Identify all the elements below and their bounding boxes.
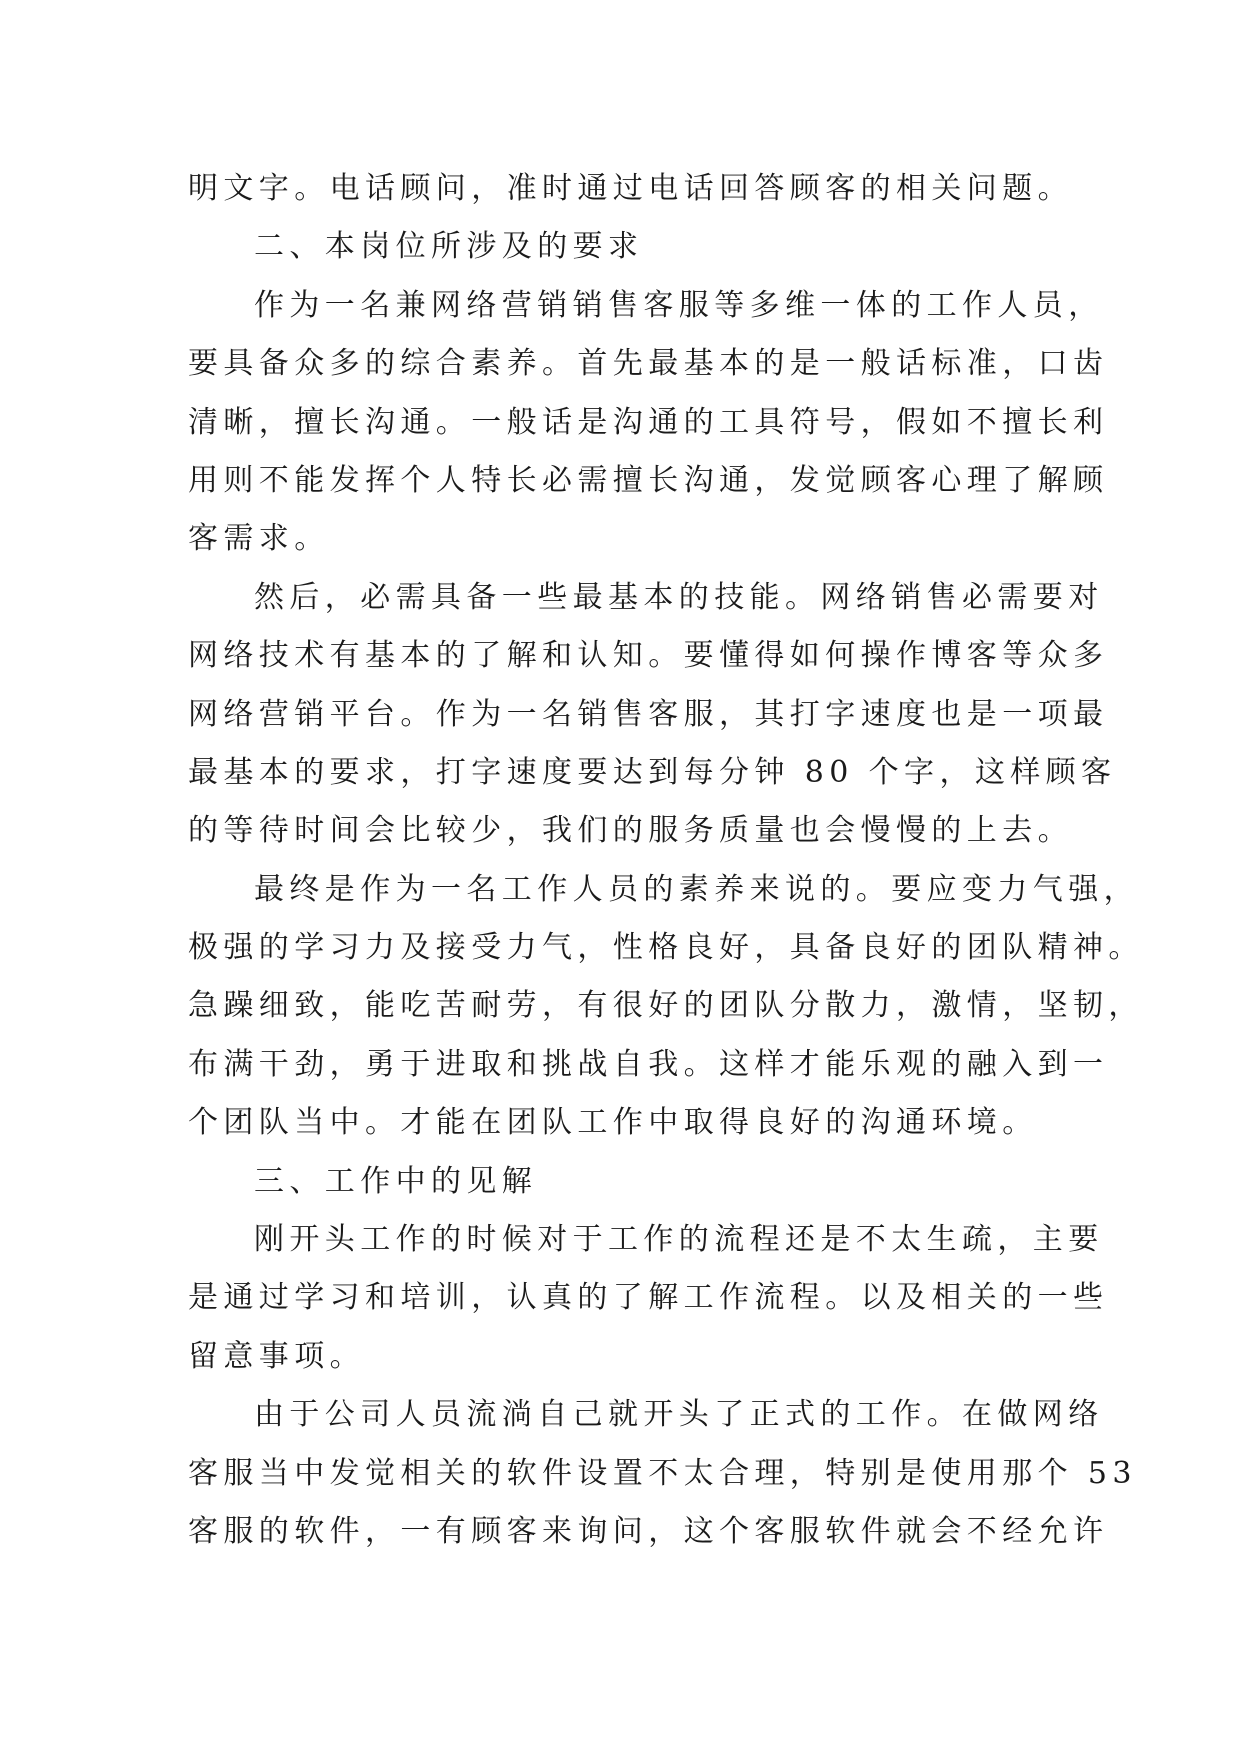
text-line: 清晰，擅长沟通。一般话是沟通的工具符号，假如不擅长利 — [188, 404, 1109, 440]
text-line: 的等待时间会比较少，我们的服务质量也会慢慢的上去。 — [188, 813, 1073, 849]
text-line: 网络技术有基本的了解和认知。要懂得如何操作博客等众多 — [188, 638, 1109, 674]
text-line: 二、本岗位所涉及的要求 — [254, 229, 644, 265]
text-line: 最终是作为一名工作人员的素养来说的。要应变力气强， — [254, 871, 1139, 907]
text-line: 明文字。电话顾问，准时通过电话回答顾客的相关问题。 — [188, 171, 1073, 206]
text-line: 布满干劲，勇于进取和挑战自我。这样才能乐观的融入到一 — [188, 1046, 1109, 1082]
body-text — [188, 160, 1144, 1561]
text-line: 由于公司人员流淌自己就开头了正式的工作。在做网络 — [254, 1397, 1104, 1433]
text-line: 最基本的要求，打字速度要达到每分钟 80 个字，这样顾客 — [188, 754, 1117, 790]
text-line: 极强的学习力及接受力气，性格良好，具备良好的团队精神。 — [188, 930, 1144, 966]
text-line: 客服当中发觉相关的软件设置不太合理，特别是使用那个 53 — [188, 1455, 1137, 1491]
text-line: 三、工作中的见解 — [254, 1163, 538, 1199]
text-line: 网络营销平台。作为一名销售客服，其打字速度也是一项最 — [188, 696, 1109, 732]
text-line: 用则不能发挥个人特长必需擅长沟通，发觉顾客心理了解顾 — [188, 462, 1109, 498]
text-line: 然后，必需具备一些最基本的技能。网络销售必需要对 — [254, 579, 1104, 615]
text-line: 个团队当中。才能在团队工作中取得良好的沟通环境。 — [188, 1105, 1038, 1141]
text-line: 是通过学习和培训，认真的了解工作流程。以及相关的一些 — [188, 1280, 1109, 1316]
text-line: 留意事项。 — [188, 1338, 365, 1374]
text-line: 作为一名兼网络营销销售客服等多维一体的工作人员， — [254, 287, 1104, 323]
text-line: 客需求。 — [188, 521, 330, 557]
text-line: 刚开头工作的时候对于工作的流程还是不太生疏，主要 — [254, 1222, 1104, 1258]
text-line: 客服的软件，一有顾客来询问，这个客服软件就会不经允许 — [188, 1513, 1109, 1549]
text-line: 要具备众多的综合素养。首先最基本的是一般话标准，口齿 — [188, 346, 1109, 382]
text-line: 急躁细致，能吃苦耐劳，有很好的团队分散力，激情，坚韧， — [188, 988, 1144, 1024]
